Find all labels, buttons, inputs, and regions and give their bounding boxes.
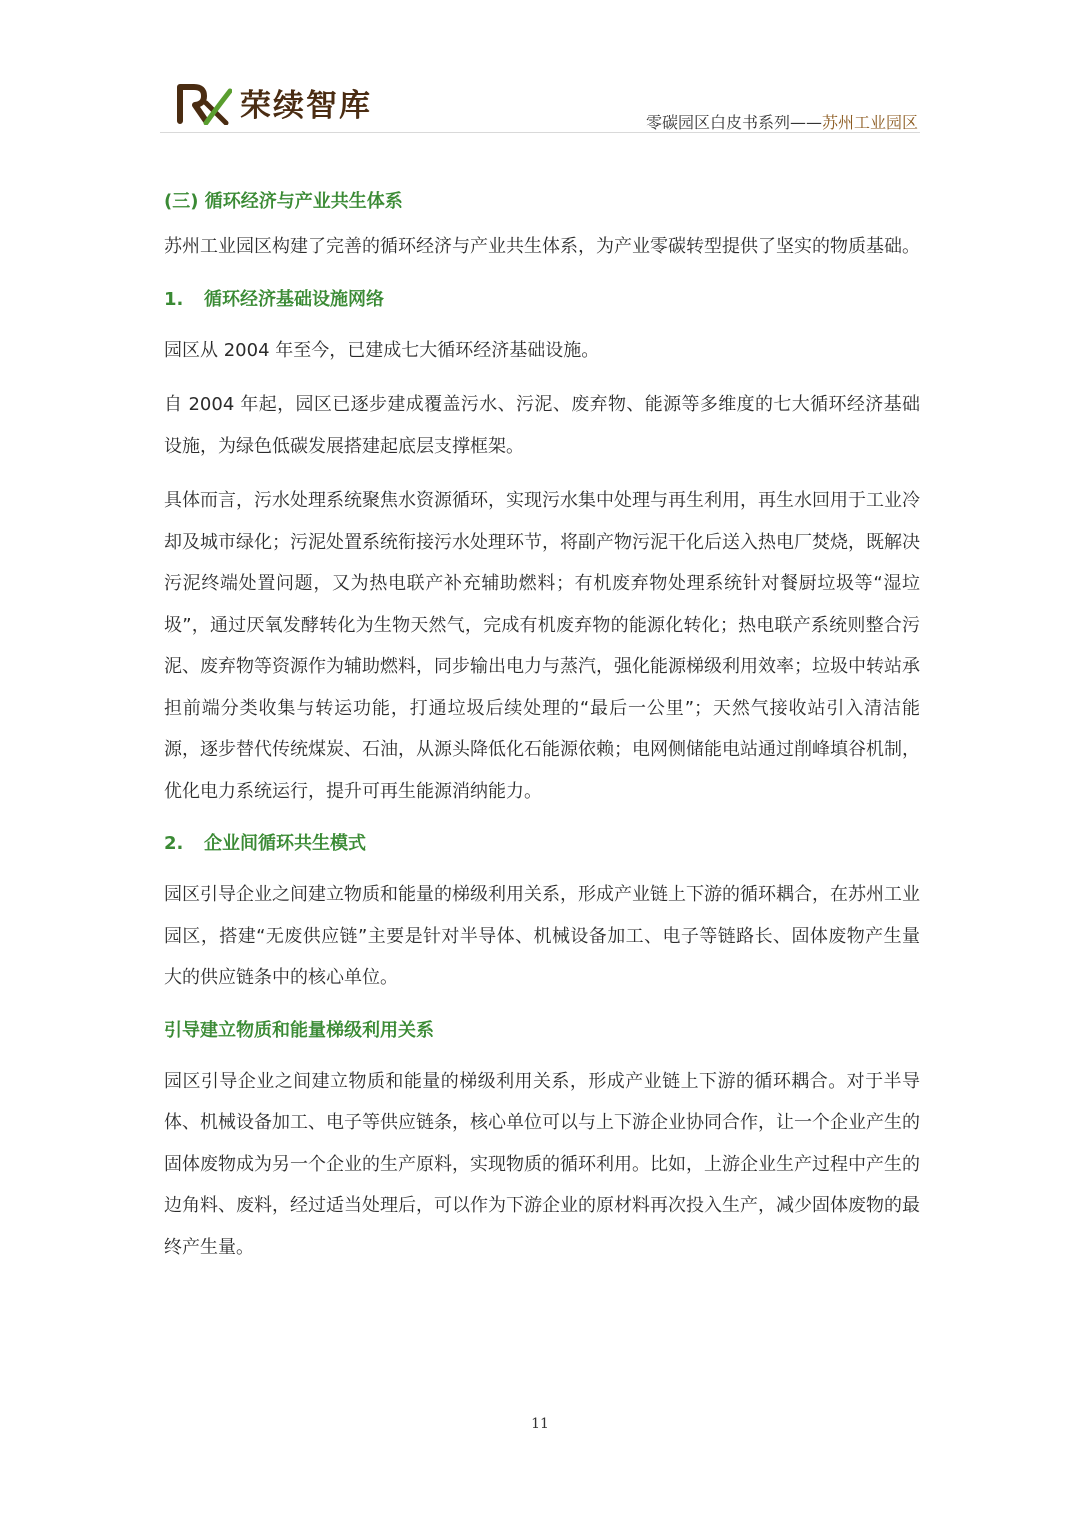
subheading: 引导建立物质和能量梯级利用关系 [164,1019,434,1041]
paragraph-5: 园区引导企业之间建立物质和能量的梯级利用关系，形成产业链上下游的循环耦合。对于半导体、机械设备加工、电子等供应链条，核心单位可以与上下游企业协同合作，让一个企业产生的固体废物成为另一个企业的生产原料，实现物质的循环利用。比如，上游企业生产过程中产生的边角料、废料，经过适当处理后，可以作为下游企业的原材料再次投入生产，减少固体废物的最终产生量。 [164,1070,920,1258]
series-accent: 苏州工业园区 [821,113,918,132]
paragraph-3: 具体而言，污水处理系统聚焦水资源循环，实现污水集中处理与再生利用，再生水回用于工业冷却及城市绿化；污泥处置系统衔接污水处理环节，将副产物污泥干化后送入热电厂焚烧，既解决污泥终端处置问题，又为热电联产补充辅助燃料；有机废弃物处理系统针对餐厨垃圾等“湿垃圾”，通过厌氧发酵转化为生物天然气，完成有机废弃物的能源化转化；热电联产系统则整合污泥、废弃物等资源作为辅助燃料，同步输出电力与蒸汽，强化能源梯级利用效率；垃圾中转站承担前端分类收集与转运功能，打通垃圾后续处理的“最后一公里”；天然气接收站引入清洁能源，逐步替代传统煤炭、石油，从源头降低化石能源依赖；电网侧储能电站通过削峰填谷机制，优化电力系统运行，提升可再生能源消纳能力。 [164,490,920,802]
paragraph-1: 园区从 2004 年至今，已建成七大循环经济基础设施。 [164,339,600,361]
paragraph-4: 园区引导企业之间建立物质和能量的梯级利用关系，形成产业链上下游的循环耦合，在苏州工业园区，搭建“无废供应链”主要是针对半导体、机械设备加工、电子等链路长、固体废物产生量大的供应链条中的核心单位。 [164,884,920,988]
page-number: 11 [531,1416,549,1432]
logo-text: 荣续智库 [240,88,372,124]
section-heading: (三) 循环经济与产业共生体系 [164,191,403,212]
header-divider [160,132,920,133]
heading-2-text: 企业间循环共生模式 [204,833,366,854]
intro-paragraph: 苏州工业园区构建了完善的循环经济与产业共生体系，为产业零碳转型提供了坚实的物质基础。 [164,236,920,257]
rx-logo-icon [176,81,232,125]
series-prefix: 零碳园区白皮书系列—— [645,113,822,132]
heading-2 [164,826,920,862]
heading-1 [164,282,920,318]
heading-1-number: 1. [164,288,184,310]
series-title [646,110,918,133]
logo [176,80,372,125]
heading-1-text: 循环经济基础设施网络 [204,288,384,310]
document-body [164,184,920,1281]
page-header [0,0,1080,150]
paragraph-2: 自 2004 年起，园区已逐步建成覆盖污水、污泥、废弃物、能源等多维度的七大循环经济基础设施，为绿色低碳发展搭建起底层支撑框架。 [164,394,920,457]
heading-2-number: 2. [164,833,184,854]
